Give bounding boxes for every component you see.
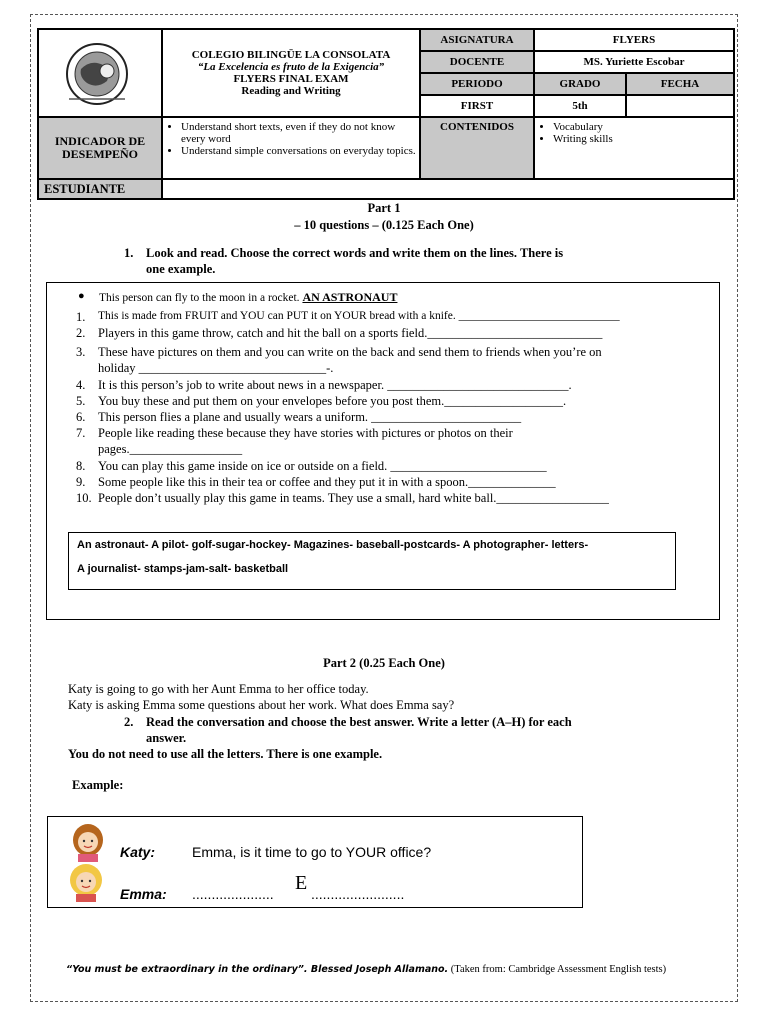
emma-name: Emma: bbox=[120, 886, 167, 902]
contenidos-list bbox=[535, 121, 733, 145]
question-number: 7. bbox=[76, 426, 86, 440]
fecha-value[interactable] bbox=[626, 95, 734, 117]
part1-subtitle: – 10 questions – (0.125 Each One) bbox=[294, 218, 474, 232]
question-number: 6. bbox=[76, 410, 86, 424]
part1-instruction-2: one example. bbox=[146, 262, 216, 276]
question-text: People don’t usually play this game in teams. They use a small, hard white ball.__________________ bbox=[98, 491, 609, 505]
emma-dots-right: ........................ bbox=[311, 886, 405, 902]
exam-subtitle: Reading and Writing bbox=[241, 85, 341, 97]
logo-cell bbox=[38, 29, 162, 117]
periodo-label: PERIODO bbox=[420, 73, 534, 95]
question-text: You buy these and put them on your envelopes before you post them.___________________. bbox=[98, 394, 567, 408]
grado-value: 5th bbox=[534, 95, 626, 117]
question-text: You can play this game inside on ice or outside on a field. _________________________ bbox=[98, 459, 547, 473]
indicador-cell bbox=[162, 117, 420, 179]
emma-answer: E bbox=[295, 872, 308, 894]
footer-quote: “You must be extraordinary in the ordinary”. Blessed Joseph Allamano. bbox=[66, 964, 449, 975]
question-number: 5. bbox=[76, 394, 86, 408]
footer-note bbox=[66, 963, 696, 976]
part1-instruction-number: 1. bbox=[124, 246, 134, 260]
estudiante-label: ESTUDIANTE bbox=[38, 179, 162, 199]
docente-label: DOCENTE bbox=[420, 51, 534, 73]
indicador-label: INDICADOR DE DESEMPEÑO bbox=[38, 117, 162, 179]
indicador-item: • Understand short texts, even if they do not know every word bbox=[181, 121, 419, 145]
question-text: pages.__________________ bbox=[98, 442, 243, 456]
part2-intro: Katy is going to go with her Aunt Emma to her office today. bbox=[68, 682, 369, 696]
question-text: This is made from FRUIT and YOU can PUT it on YOUR bread with a knife. ____________________________ bbox=[98, 310, 620, 322]
indicador-item: • Understand simple conversations on everyday topics. bbox=[181, 145, 419, 157]
school-title-cell bbox=[162, 29, 420, 117]
part2-instruction-3: You do not need to use all the letters. There is one example. bbox=[68, 747, 383, 761]
footer-source: (Taken from: Cambridge Assessment English tests) bbox=[450, 964, 667, 975]
part2-title: Part 2 (0.25 Each One) bbox=[323, 656, 445, 670]
part1-instruction: Look and read. Choose the correct words and write them on the lines. There is bbox=[146, 246, 564, 260]
asignatura-value: FLYERS bbox=[534, 29, 734, 51]
part1-title: Part 1 bbox=[367, 201, 401, 215]
question-number: 3. bbox=[76, 345, 86, 359]
part2-instruction: Read the conversation and choose the best answer. Write a letter (A–H) for each bbox=[146, 715, 572, 729]
contenidos-item: • Vocabulary bbox=[553, 121, 733, 133]
question-number: 9. bbox=[76, 475, 86, 489]
example-label: Example: bbox=[72, 778, 124, 792]
word-bank-line: An astronaut- A pilot- golf-sugar-hockey- Magazines- baseball-postcards- A photographer- letters- bbox=[77, 539, 589, 551]
question-text: People like reading these because they have stories with pictures or photos on their bbox=[98, 426, 513, 440]
example-text: This person can fly to the moon in a rocket. bbox=[99, 292, 300, 304]
example-question bbox=[99, 290, 397, 305]
contenidos-label: CONTENIDOS bbox=[420, 117, 534, 179]
question-number: 10. bbox=[76, 491, 92, 505]
question-number: 2. bbox=[76, 326, 86, 340]
word-bank bbox=[68, 532, 676, 590]
katy-avatar bbox=[68, 822, 108, 862]
question-text: holiday ______________________________-. bbox=[98, 361, 334, 375]
part2-instruction-2: answer. bbox=[146, 731, 187, 745]
contenidos-item: • Writing skills bbox=[553, 133, 733, 145]
periodo-value: FIRST bbox=[420, 95, 534, 117]
part2-intro: Katy is asking Emma some questions about her work. What does Emma say? bbox=[68, 698, 455, 712]
indicador-list bbox=[163, 121, 419, 157]
emma-dots-left: ..................... bbox=[192, 886, 274, 902]
example-answer: AN ASTRONAUT bbox=[302, 290, 398, 304]
question-text: This person flies a plane and usually wears a uniform. ________________________ bbox=[98, 410, 522, 424]
docente-value: MS. Yuriette Escobar bbox=[534, 51, 734, 73]
katy-line: Emma, is it time to go to YOUR office? bbox=[192, 844, 432, 860]
katy-name: Katy: bbox=[120, 844, 156, 860]
emma-avatar bbox=[66, 862, 106, 902]
question-number: 4. bbox=[76, 378, 86, 392]
question-number: 1. bbox=[76, 310, 86, 324]
question-number: 8. bbox=[76, 459, 86, 473]
fecha-label: FECHA bbox=[626, 73, 734, 95]
question-text: Players in this game throw, catch and hit the ball on a sports field.____________________________ bbox=[98, 326, 603, 340]
header-table bbox=[37, 28, 735, 200]
contenidos-cell bbox=[534, 117, 734, 179]
question-text: These have pictures on them and you can write on the back and send them to friends when you’re on bbox=[98, 345, 602, 359]
question-text: It is this person’s job to write about news in a newspaper. _____________________________. bbox=[98, 378, 572, 392]
word-bank-line: A journalist- stamps-jam-salt- basketball bbox=[77, 563, 289, 575]
school-name: COLEGIO BILINGÜE LA CONSOLATA bbox=[191, 49, 391, 61]
example-bullet: ● bbox=[78, 290, 85, 302]
exam-title: FLYERS FINAL EXAM bbox=[233, 73, 349, 85]
estudiante-field[interactable] bbox=[162, 179, 734, 199]
part2-instruction-number: 2. bbox=[124, 715, 134, 729]
grado-label: GRADO bbox=[534, 73, 626, 95]
school-motto: “La Excelencia es fruto de la Exigencia” bbox=[197, 61, 385, 73]
asignatura-label: ASIGNATURA bbox=[420, 29, 534, 51]
school-logo bbox=[57, 39, 137, 109]
question-text: Some people like this in their tea or coffee and they put it in with a spoon.______________ bbox=[98, 475, 556, 489]
